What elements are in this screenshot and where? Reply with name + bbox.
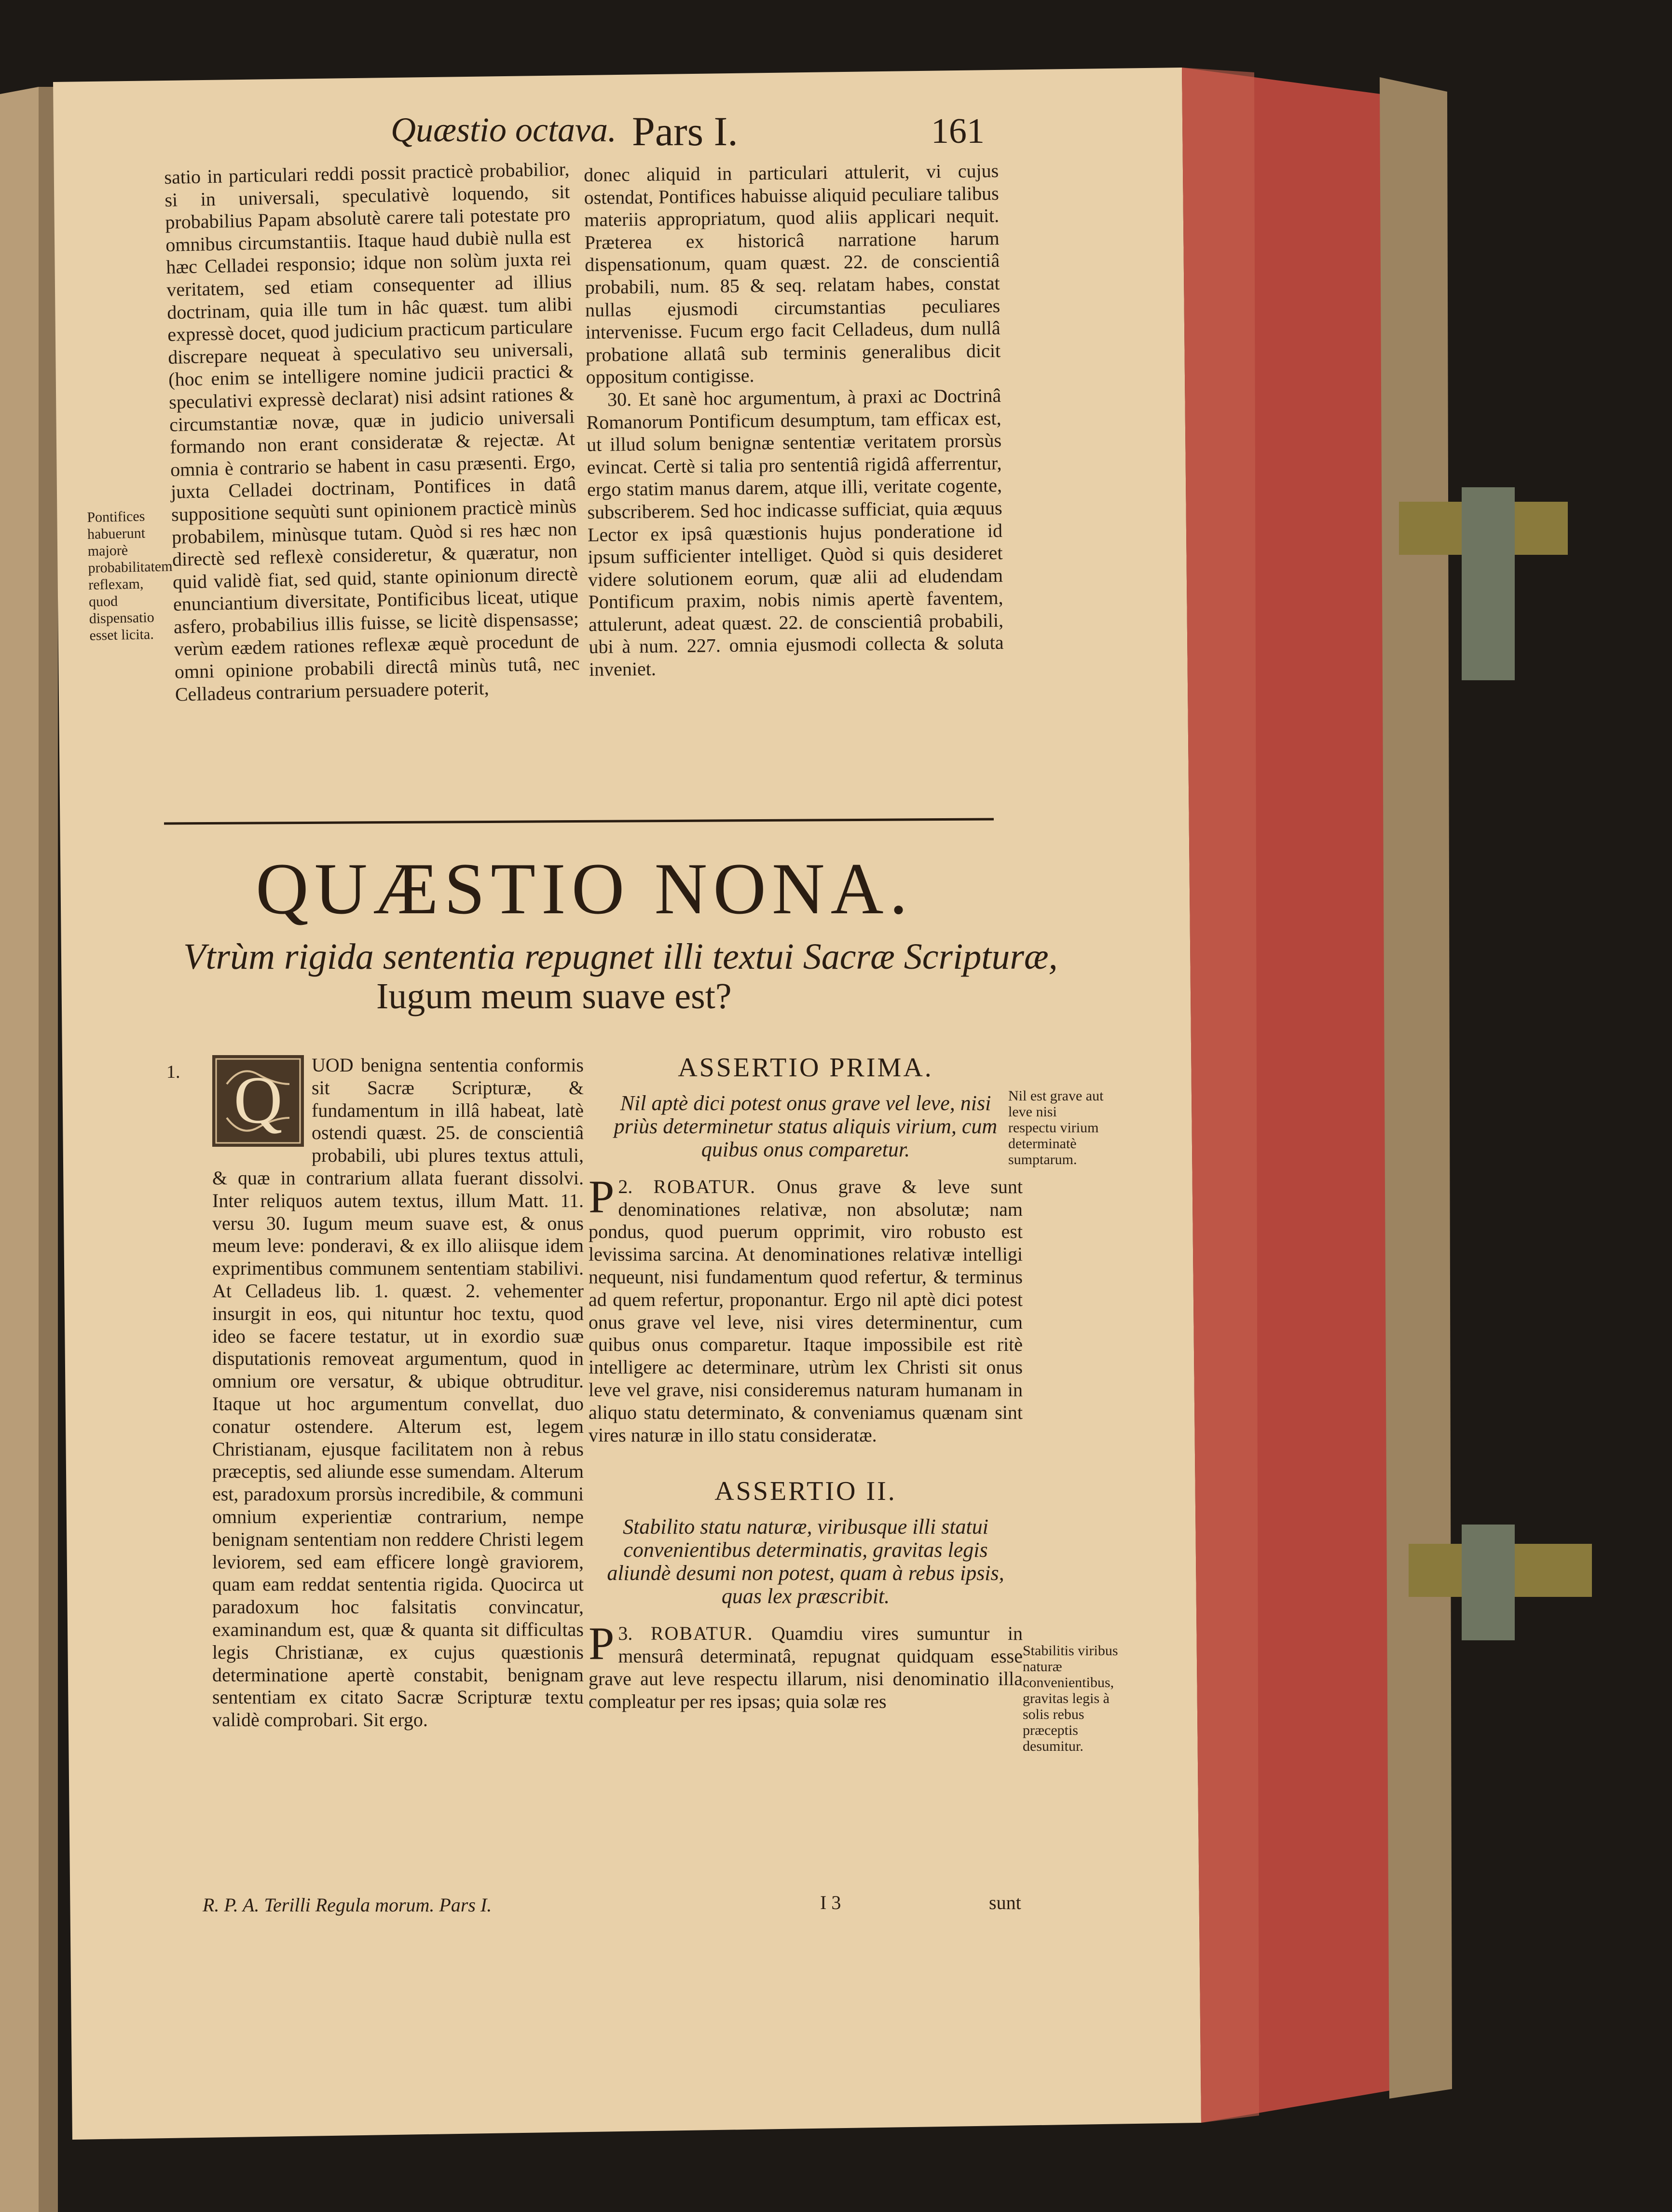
- assertio-prima-heading: ASSERTIO PRIMA.: [678, 1053, 933, 1083]
- top-right-paragraph-2: 30. Et sanè hoc argumentum, à praxi ac Doctrinâ Romanorum Pontificum desumptum, tam efficax est, ut illud solum benignæ sententiæ veritatem prorsùs evincat. Certè si talia pro sententiâ rigidâ afferrentur, ergo statim manus darem, atque illi, veritate cogente, subscriberem. Sed hoc indicasse sufficiat, quia æquus Lector ex ipsâ quæstionis hujus ponderatione id ipsum sufficienter intelliget. Quòd si quis desideret videre solutionem eorum, quæ alii ad eludendam Pontificum praxim, nobis nimis apertè faventem, attulerunt, adeat quæst. 22. de conscientiâ probabili, ubi à num. 227. omnia ejusmodi collecta & soluta inveniet.: [586, 384, 1004, 681]
- probatur-label: ROBATUR.: [650, 1622, 754, 1645]
- assertio-ii-proof: [589, 1618, 1023, 1713]
- question-subtitle-line-2: Iugum meum suave est?: [376, 976, 732, 1017]
- proof-number: 2.: [618, 1175, 633, 1197]
- gutter-shadow: [39, 87, 58, 2212]
- assertio-ii-heading: ASSERTIO II.: [714, 1476, 897, 1507]
- proof-number: 3.: [618, 1622, 633, 1645]
- top-left-column: [164, 158, 580, 706]
- left-margin-note: Pontifices habuerunt majorè probabilitatem reflexam, quod dispensatio esset licita.: [87, 508, 173, 644]
- book-cover: [1380, 77, 1452, 2099]
- signature-mark: I 3: [820, 1892, 841, 1913]
- assertio-prima-statement: Nil aptè dici potest onus grave vel leve, nisi priùs determinetur status aliquis virium, cum quibus onus comparetur.: [614, 1091, 998, 1161]
- page-number: 161: [931, 111, 985, 151]
- clasp-upper-metal: [1462, 487, 1515, 680]
- paragraph-number: 1.: [166, 1062, 180, 1082]
- catchword: sunt: [989, 1892, 1021, 1913]
- assertio-prima-proof: [589, 1170, 1023, 1447]
- left-page-edge: [0, 87, 39, 2212]
- probatur-label: ROBATUR.: [653, 1175, 756, 1197]
- proof-text: Quamdiu vires sumuntur in mensurâ determinatâ, repugnat quidquam esse grave aut leve respectu illarum, nisi denominatio illa compleatur per res ipsas; quia solæ res: [589, 1622, 1023, 1712]
- running-head-part: Pars I.: [632, 108, 738, 154]
- top-right-column: [584, 160, 1004, 681]
- ornamental-dropcap-q: [212, 1055, 304, 1147]
- top-left-paragraph: satio in particulari reddi possit practicè probabilior, si in universali, speculativè loquendo, sit probabilius Papam absolutè carere tali potestate pro omnibus circumstantiis. Itaque haud dubiè nulla est hæc Celladei responsio; idque non solùm juxta rei veritatem, sed etiam consequenter ad illius doctrinam, quia ille tum in hâc quæst. tum alibi expressè docet, quod judicium practicum particulare discrepare nequeat à speculativo seu universali, (hoc enim se intelligere nomine judicii practici & speculativi expressè declarat) nisi adsint rationes & circumstantiæ novæ, quæ in judicio universali formando non erant consideratæ & rejectæ. At omnia è contrario se habent in casu præsenti. Ergo, juxta Celladei doctrinam, Pontifices in datâ suppositione sequùti sunt opinionem practicè minùs probabilem, minùsque tutam. Quòd si res hæc non directè sed reflexè consideretur, & quæratur, non quid validè fiat, sed quid, stante opinionum directè enunciantium diversitate, Pontificibus liceat, utique asfero, probabilius illis fuisse, se licitè dispensasse; verùm eædem rationes reflexæ æquè procedunt de omni opinione probabili directâ minùs tutâ, nec Celladeus contrarium persuadere poterit,: [164, 158, 580, 705]
- clasp-lower-metal: [1462, 1525, 1515, 1640]
- running-head-title: Quæstio octava.: [391, 110, 617, 149]
- top-right-paragraph-1: donec aliquid in particulari attulerit, vi cujus ostendat, Pontifices habuisse aliquid peculiare talibus materiis appropriatum, quod aliis applicari nequit. Præterea ex historicâ narratione harum dispensationum, quam quæst. 22. de conscientiâ probabili, num. 85 & seq. relatam habes, constat nullas ejusmodi circumstantias peculiares intervenisse. Fucum ergo facit Celladeus, dum nullâ probatione allatâ sub terminis generalibus dicit oppositum contigisse.: [584, 159, 1001, 388]
- footer-author-line: R. P. A. Terilli Regula morum. Pars I.: [203, 1894, 492, 1916]
- question-subtitle-line-1: Vtrùm rigida sententia repugnet illi textui Sacræ Scripturæ,: [183, 936, 1058, 977]
- bottom-left-text: UOD benigna sententia conformis sit Sacræ Scripturæ, & fundamentum in illâ habeat, latè ostendi quæst. 25. de conscientiâ probabili, ubi plures textus attuli, & quæ in contrarium allata fuerant dissolvi. Inter reliquos autem textus, illum Matt. 11. versu 30. Iugum meum suave est, & onus meum leve: ponderavi, & ex illo aliisque idem exprimentibus communem sententiam stabilivi. At Celladeus lib. 1. quæst. 2. vehementer insurgit in eos, qui nituntur hoc textu, quod ideo se facere testatur, ut in exordio suæ disputationis removeat argumentum, quod in omnium ore versatur, & ubique obtruditur. Itaque ut hoc argumentum convellat, duo conatur ostendere. Alterum est, legem Christianam, ejusque facilitatem non à rebus præceptis, sed aliunde esse sumendam. Alterum est, paradoxum prorsùs incredibile, & communi omnium experientiæ contrarium, nempe benignam sententiam non reddere Christi legem leviorem, sed eam efficere longè graviorem, quam eam reddat sententia rigida. Quocirca ut paradoxum hoc falsitatis convincatur, examinandum est, quæ & quanta sit difficultas legis Christianæ, ex cujus quæstionis determinatione apertè constabit, benignam sententiam ex citato Sacræ Scripturæ textu validè comprobari. Sit ergo.: [212, 1054, 584, 1731]
- dropcap-letter: Q: [233, 1063, 283, 1138]
- right-margin-note-1: Nil est grave aut leve nisi respectu virium determinatè sumptarum.: [1008, 1088, 1104, 1168]
- bottom-right-column: [589, 1053, 1023, 1713]
- proof-initial: P: [589, 1170, 615, 1223]
- bottom-left-column: [212, 1054, 584, 1731]
- proof-text: Onus grave & leve sunt denominationes relativæ, non absolutæ; nam pondus, quod puerum opprimit, viro robusto est levissima sarcina. At denominationes relativæ intelligi nequeunt, nisi fundamentum quod refertur, & terminus ad quem refertur, proponantur. Ergo nil aptè dici potest onus grave vel leve, nisi vires determinentur, cum quibus onus comparetur. Itaque impossibile est ritè intelligere ac determinare, utrùm lex Christi sit onus leve vel grave, nisi consideremus naturam humanam in aliquo statu determinato, & conveniamus quænam sint vires naturæ in illo statu consideratæ.: [589, 1175, 1023, 1446]
- assertio-ii-statement: Stabilito statu naturæ, viribusque illi statui convenientibus determinatis, gravitas legis aliundè desumi non potest, quam à rebus ipsis, quas lex præscribit.: [607, 1515, 1004, 1608]
- right-margin-note-2: Stabilitis viribus naturæ convenientibus, gravitas legis à solis rebus præceptis desumitur.: [1023, 1643, 1118, 1754]
- proof-initial: P: [589, 1618, 615, 1670]
- question-title: QUÆSTIO NONA.: [256, 848, 914, 929]
- running-head: [362, 110, 989, 158]
